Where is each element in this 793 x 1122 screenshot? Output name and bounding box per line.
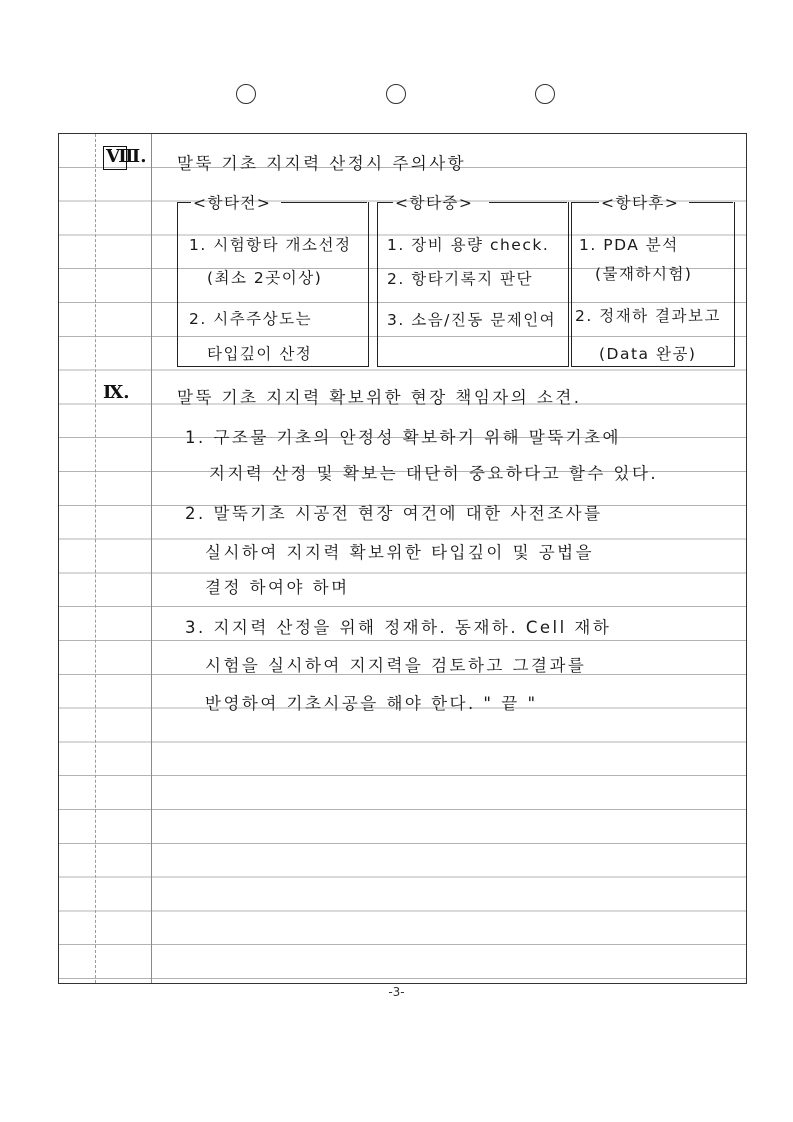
before-piling-line-4: 타입깊이 산정 (207, 345, 313, 363)
after-piling-line-3: 2. 정재하 결과보고 (575, 307, 721, 325)
ix-paragraph-3-line-3: 반영하여 기초시공을 해야 한다. " 끝 " (205, 694, 538, 713)
during-piling-line-3: 3. 소음/진동 문제인여 (387, 311, 557, 329)
after-piling-line-4: (Data 완공) (599, 345, 697, 363)
section-numeral-ix: Ⅸ. (103, 382, 130, 403)
before-piling-line-1: 1. 시험항타 개소선정 (189, 236, 352, 254)
ix-paragraph-1-line-1: 1. 구조물 기초의 안정성 확보하기 위해 말뚝기초에 (185, 428, 621, 447)
section-heading-ix: 말뚝 기초 지지력 확보위한 현장 책임자의 소견. (177, 388, 582, 407)
ix-paragraph-2-line-3: 결정 하여야 하며 (205, 578, 350, 597)
ix-paragraph-2-line-2: 실시하여 지지력 확보위한 타입깊이 및 공법을 (205, 543, 595, 562)
section-numeral-viii: Ⅷ. (106, 146, 147, 167)
before-piling-line-2: (최소 2곳이상) (207, 269, 323, 287)
ix-paragraph-3-line-1: 3. 지지력 산정을 위해 정재하. 동재하. Cell 재하 (185, 618, 612, 637)
during-piling-title: <항타중> (395, 194, 474, 212)
ix-paragraph-1-line-2: 지지력 산정 및 확보는 대단히 중요하다고 할수 있다. (209, 464, 659, 483)
margin-line-1 (95, 134, 96, 983)
page-number: -3- (388, 985, 405, 999)
before-piling-line-3: 2. 시추주상도는 (189, 310, 313, 328)
section-heading-viii: 말뚝 기초 지지력 산정시 주의사항 (177, 154, 467, 173)
punch-hole-center (386, 84, 406, 104)
ix-paragraph-3-line-2: 시험을 실시하여 지지력을 검토하고 그결과를 (205, 656, 587, 675)
after-piling-line-2: (물재하시험) (595, 265, 693, 283)
during-piling-line-1: 1. 장비 용량 check. (387, 236, 550, 254)
punch-hole-right (535, 84, 555, 104)
before-piling-title: <항타전> (193, 194, 272, 212)
punch-hole-left (236, 84, 256, 104)
after-piling-title: <항타후> (601, 194, 680, 212)
during-piling-line-2: 2. 항타기록지 판단 (387, 270, 533, 288)
ruled-answer-sheet (58, 133, 747, 984)
margin-line-2 (151, 134, 152, 983)
after-piling-line-1: 1. PDA 분석 (579, 236, 679, 254)
ix-paragraph-2-line-1: 2. 말뚝기초 시공전 현장 여건에 대한 사전조사를 (185, 504, 603, 523)
